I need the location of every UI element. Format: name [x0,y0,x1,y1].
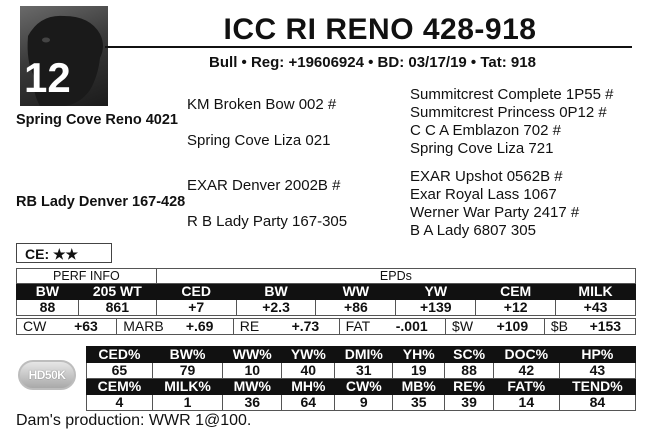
pct-header: WW% [223,347,282,363]
pct-header: MB% [393,379,445,395]
dam: RB Lady Denver 167-428 [16,194,186,210]
perf-header-205wt: 205 WT [78,284,156,300]
epd-value-ced: +7 [156,300,236,316]
pct-header: BW% [152,347,222,363]
index-row [16,318,636,335]
index-value-w: +109 [481,319,544,335]
pct-value: 10 [223,363,282,379]
index-label-fat: FAT [339,319,378,335]
pct-header: SC% [445,347,494,363]
sire: Spring Cove Reno 4021 [16,112,178,128]
pct-header: FAT% [493,379,559,395]
perf-header-bw: BW [17,284,79,300]
epd-value-ww: +86 [316,300,396,316]
dam-production: Dam's production: WWR 1@100. [16,412,252,429]
pct-header: MW% [223,379,282,395]
pct-header: MH% [282,379,335,395]
sd-dam: Spring Cove Liza 721 [410,140,554,157]
sd-sire: C C A Emblazon 702 # [410,122,561,139]
index-label-marb: MARB [117,319,167,335]
pct-header: DMI% [335,347,393,363]
pct-value: 1 [152,395,222,411]
pct-header: MILK% [152,379,222,395]
epds-header: EPDs [156,269,635,284]
ss-dam: Summitcrest Princess 0P12 # [410,104,607,121]
title-divider [105,46,632,48]
sire-sire: KM Broken Bow 002 # [187,96,337,113]
dd-sire: Werner War Party 2417 # [410,204,580,221]
pct-value: 36 [223,395,282,411]
animal-name: ICC RI RENO 428-918 [223,13,537,46]
epd-header-ced: CED [156,284,236,300]
percentile-table [86,346,636,411]
pct-value: 14 [493,395,559,411]
calving-ease-box: CE: ★★ [16,243,112,263]
pct-value: 19 [393,363,445,379]
pct-header: YH% [393,347,445,363]
pct-value: 4 [87,395,153,411]
perf-value-bw: 88 [17,300,79,316]
dam-dam: R B Lady Party 167-305 [187,213,348,230]
sire-dam: Spring Cove Liza 021 [187,132,331,149]
pct-value: 42 [493,363,559,379]
pct-header: CEM% [87,379,153,395]
pct-header: RE% [445,379,494,395]
epd-header-yw: YW [396,284,476,300]
ss-sire: Summitcrest Complete 1P55 # [410,86,614,103]
pct-value: 35 [393,395,445,411]
dam-sire: EXAR Denver 2002B # [187,177,341,194]
index-label-cw: CW [17,319,56,335]
epd-value-yw: +139 [396,300,476,316]
pct-header: TEND% [559,379,635,395]
pct-header: DOC% [493,347,559,363]
pct-header: CED% [87,347,153,363]
index-label-w: $W [446,319,481,335]
pct-value: 40 [282,363,335,379]
pct-value: 9 [335,395,393,411]
index-label-re: RE [233,319,272,335]
pct-value: 64 [282,395,335,411]
epd-header-ww: WW [316,284,396,300]
epd-header-bw: BW [236,284,316,300]
epd-table [16,268,636,316]
perf-value-205wt: 861 [78,300,156,316]
epd-header-cem: CEM [476,284,556,300]
index-value-fat: -.001 [378,319,445,335]
epd-value-cem: +12 [476,300,556,316]
index-value-cw: +63 [56,319,117,335]
pct-value: 65 [87,363,153,379]
index-value-b: +153 [576,319,636,335]
epd-header-milk: MILK [556,284,636,300]
pct-value: 84 [559,395,635,411]
index-value-marb: +.69 [166,319,233,335]
ds-dam: Exar Royal Lass 1067 [410,186,557,203]
perf-info-header: PERF INFO [17,269,157,284]
pct-header: CW% [335,379,393,395]
pct-header: YW% [282,347,335,363]
index-label-b: $B [544,319,575,335]
hd50k-badge: HD50K [18,360,76,390]
registration-line: Bull • Reg: +19606924 • BD: 03/17/19 • Tat: 918 [209,54,536,71]
epd-value-milk: +43 [556,300,636,316]
ds-sire: EXAR Upshot 0562B # [410,168,563,185]
lot-number: 12 [24,54,71,101]
index-value-re: +.73 [272,319,339,335]
pct-header: HP% [559,347,635,363]
pct-value: 88 [445,363,494,379]
pct-value: 43 [559,363,635,379]
pct-value: 31 [335,363,393,379]
pct-value: 79 [152,363,222,379]
pct-value: 39 [445,395,494,411]
dd-dam: B A Lady 6807 305 [410,222,536,239]
epd-value-bw: +2.3 [236,300,316,316]
